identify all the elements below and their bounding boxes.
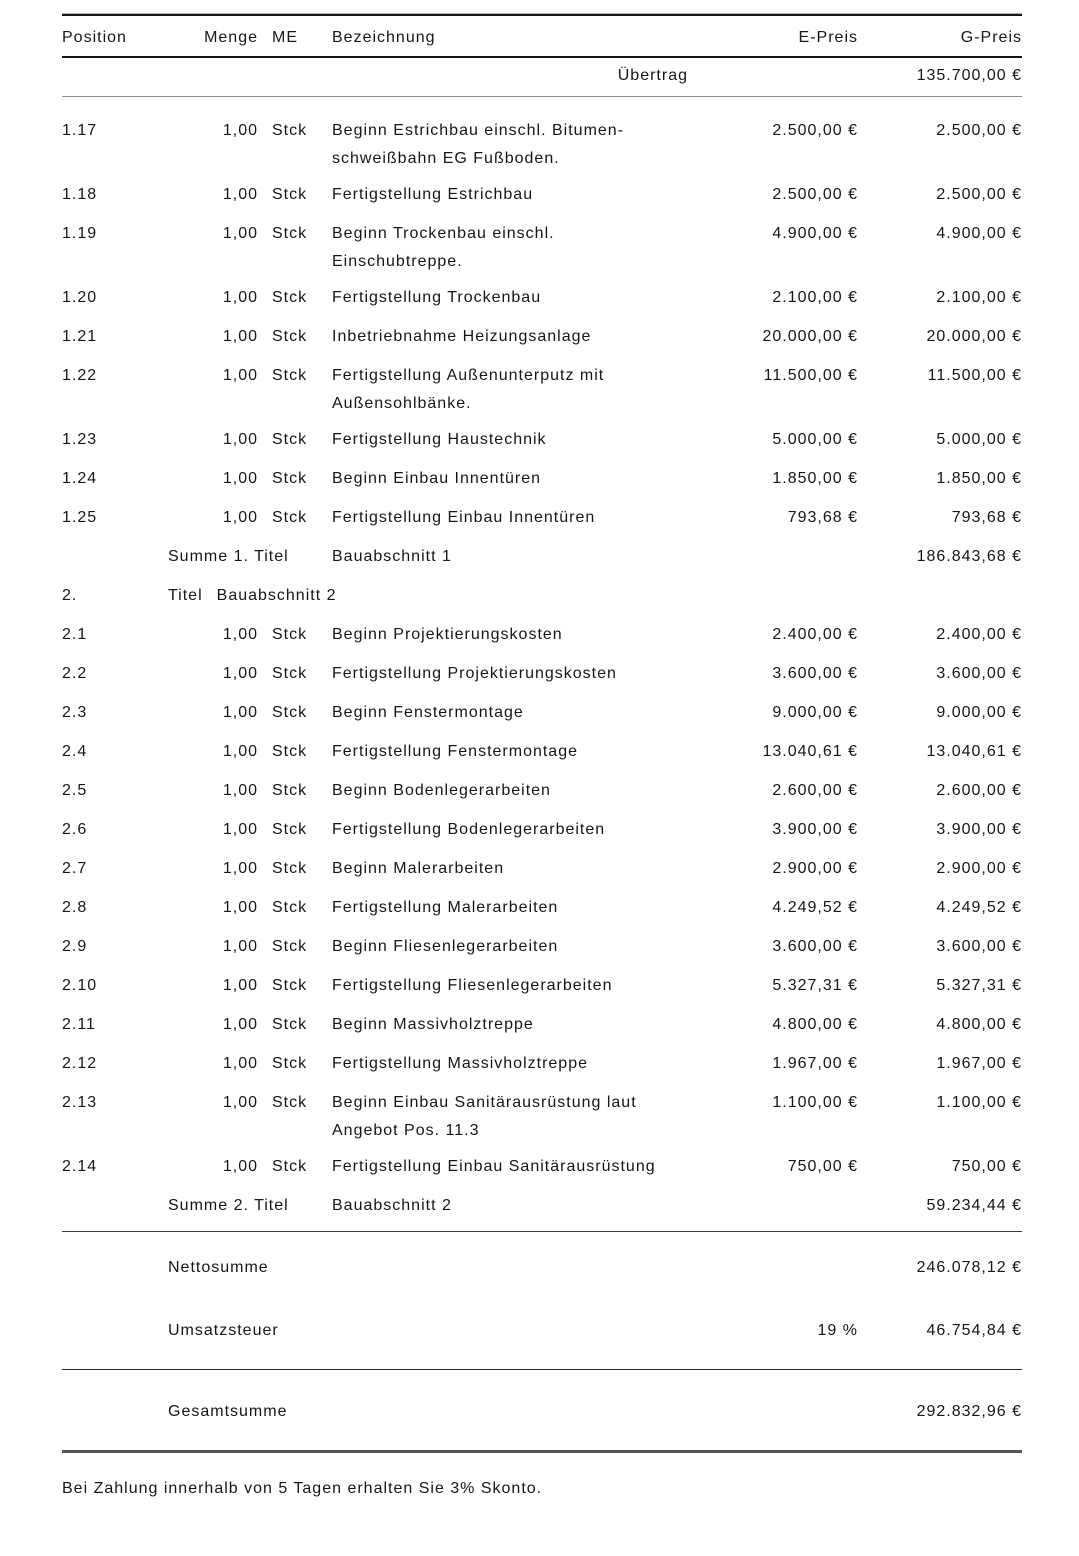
gesamtsumme-label: Gesamtsumme [168, 1403, 288, 1420]
document-page [62, 13, 1022, 1503]
cell-me: Stck [272, 977, 308, 994]
umsatzsteuer-label: Umsatzsteuer [168, 1322, 279, 1339]
cell-position: 2.6 [62, 821, 88, 838]
bezeichnung-line: Einschubtreppe. [332, 253, 463, 270]
cell-menge: 1,00 [222, 186, 258, 203]
cell-e-preis: 793,68 € [787, 509, 858, 526]
cell-bezeichnung [332, 504, 688, 532]
cell-position: 2.10 [62, 977, 98, 994]
cell-g-preis: 4.800,00 € [936, 1016, 1022, 1033]
cell-e-preis: 3.600,00 € [772, 665, 858, 682]
col-header-me: ME [272, 29, 298, 46]
cell-e-preis: 4.900,00 € [772, 225, 858, 242]
cell-menge: 1,00 [222, 899, 258, 916]
bezeichnung-line: Beginn Massivholztreppe [332, 1016, 534, 1033]
cell-me: Stck [272, 1094, 308, 1111]
sum-g-preis: 186.843,68 € [916, 548, 1022, 565]
cell-bezeichnung [332, 660, 688, 688]
cell-bezeichnung [332, 621, 688, 649]
cell-me: Stck [272, 328, 308, 345]
cell-menge: 1,00 [222, 665, 258, 682]
bezeichnung-line: Fertigstellung Fliesenlegerarbeiten [332, 977, 613, 994]
cell-position: 2.5 [62, 782, 88, 799]
uebertrag-row [62, 58, 1022, 97]
cell-g-preis: 11.500,00 € [927, 367, 1022, 384]
bezeichnung-line: Fertigstellung Außenunterputz mit [332, 367, 605, 384]
bezeichnung-line: Beginn Fenstermontage [332, 704, 524, 721]
cell-e-preis: 1.850,00 € [772, 470, 858, 487]
cell-me: Stck [272, 367, 308, 384]
cell-menge: 1,00 [222, 509, 258, 526]
cell-g-preis: 4.249,52 € [936, 899, 1022, 916]
cell-menge: 1,00 [222, 328, 258, 345]
cell-bezeichnung [332, 738, 688, 766]
cell-bezeichnung [332, 699, 688, 727]
title-word: Titel [168, 587, 203, 604]
table-row [62, 855, 1022, 883]
cell-menge: 1,00 [222, 225, 258, 242]
cell-menge: 1,00 [222, 626, 258, 643]
cell-menge: 1,00 [222, 704, 258, 721]
cell-me: Stck [272, 1055, 308, 1072]
table-row [62, 1089, 1022, 1145]
cell-bezeichnung [332, 426, 688, 454]
cell-g-preis: 750,00 € [951, 1158, 1022, 1175]
bezeichnung-line: Beginn Einbau Sanitärausrüstung laut [332, 1094, 637, 1111]
nettosumme-value: 246.078,12 € [916, 1259, 1022, 1276]
cell-me: Stck [272, 289, 308, 306]
table-row [62, 426, 1022, 454]
cell-me: Stck [272, 665, 308, 682]
cell-e-preis: 11.500,00 € [763, 367, 858, 384]
cell-g-preis: 9.000,00 € [936, 704, 1022, 721]
cell-e-preis: 2.400,00 € [772, 626, 858, 643]
table-row [62, 181, 1022, 209]
cell-me: Stck [272, 899, 308, 916]
cell-position: 2.13 [62, 1094, 98, 1111]
uebertrag-label: Übertrag [617, 67, 688, 84]
cell-position: 1.17 [62, 122, 98, 139]
nettosumme-row [62, 1254, 1022, 1282]
cell-position: 1.23 [62, 431, 98, 448]
table-row-title [62, 582, 1022, 610]
table-row-sum [62, 1192, 1022, 1220]
bezeichnung-line: Beginn Estrichbau einschl. Bitumen- [332, 122, 625, 139]
cell-position: 1.25 [62, 509, 98, 526]
cell-me: Stck [272, 186, 308, 203]
bezeichnung-line: Inbetriebnahme Heizungsanlage [332, 328, 592, 345]
col-header-menge: Menge [204, 29, 258, 46]
cell-bezeichnung [332, 855, 688, 883]
cell-position: 2.9 [62, 938, 88, 955]
cell-me: Stck [272, 626, 308, 643]
bezeichnung-line: Beginn Bodenlegerarbeiten [332, 782, 551, 799]
bezeichnung-line: Fertigstellung Bodenlegerarbeiten [332, 821, 606, 838]
table-row [62, 699, 1022, 727]
bezeichnung-line: Fertigstellung Estrichbau [332, 186, 534, 203]
table-row [62, 504, 1022, 532]
cell-menge: 1,00 [222, 431, 258, 448]
cell-e-preis: 1.100,00 € [772, 1094, 858, 1111]
cell-menge: 1,00 [222, 122, 258, 139]
table-row [62, 777, 1022, 805]
cell-menge: 1,00 [222, 1158, 258, 1175]
title-label [168, 582, 858, 610]
cell-g-preis: 4.900,00 € [936, 225, 1022, 242]
bezeichnung-line: Fertigstellung Trockenbau [332, 289, 542, 306]
cell-g-preis: 2.500,00 € [936, 186, 1022, 203]
cell-bezeichnung [332, 117, 688, 173]
cell-me: Stck [272, 122, 308, 139]
cell-position: 2.4 [62, 743, 88, 760]
bezeichnung-line: schweißbahn EG Fußboden. [332, 150, 560, 167]
cell-e-preis: 9.000,00 € [772, 704, 858, 721]
bezeichnung-line: Beginn Fliesenlegerarbeiten [332, 938, 559, 955]
cell-e-preis: 20.000,00 € [762, 328, 858, 345]
cell-bezeichnung [332, 220, 688, 276]
umsatzsteuer-row [62, 1317, 1022, 1345]
sum-name: Bauabschnitt 1 [332, 548, 452, 565]
cell-me: Stck [272, 782, 308, 799]
cell-position: 1.18 [62, 186, 98, 203]
gesamtsumme-row [62, 1398, 1022, 1426]
cell-me: Stck [272, 821, 308, 838]
nettosumme-label: Nettosumme [168, 1259, 269, 1276]
bezeichnung-line: Angebot Pos. 11.3 [332, 1122, 480, 1139]
cell-e-preis: 13.040,61 € [762, 743, 858, 760]
bezeichnung-line: Fertigstellung Malerarbeiten [332, 899, 559, 916]
table-row [62, 660, 1022, 688]
cell-bezeichnung [332, 181, 688, 209]
cell-bezeichnung [332, 284, 688, 312]
cell-g-preis: 793,68 € [951, 509, 1022, 526]
bezeichnung-line: Fertigstellung Einbau Innentüren [332, 509, 596, 526]
cell-e-preis: 2.900,00 € [772, 860, 858, 877]
rule-before-gesamtsumme [62, 1369, 1022, 1370]
table-row [62, 323, 1022, 351]
umsatzsteuer-value: 46.754,84 € [926, 1322, 1022, 1339]
cell-menge: 1,00 [222, 977, 258, 994]
cell-e-preis: 4.800,00 € [772, 1016, 858, 1033]
cell-position: 1.24 [62, 470, 98, 487]
table-row [62, 465, 1022, 493]
bezeichnung-line: Fertigstellung Massivholztreppe [332, 1055, 588, 1072]
table-header [62, 16, 1022, 58]
cell-me: Stck [272, 431, 308, 448]
sum-name: Bauabschnitt 2 [332, 1197, 452, 1214]
cell-menge: 1,00 [222, 1055, 258, 1072]
gesamtsumme-value: 292.832,96 € [916, 1403, 1022, 1420]
title-name: Bauabschnitt 2 [216, 587, 337, 604]
cell-position: 2.12 [62, 1055, 98, 1072]
cell-position: 2.3 [62, 704, 88, 721]
cell-position: 2.7 [62, 860, 88, 877]
cell-me: Stck [272, 938, 308, 955]
cell-e-preis: 3.600,00 € [772, 938, 858, 955]
cell-g-preis: 2.600,00 € [936, 782, 1022, 799]
cell-me: Stck [272, 470, 308, 487]
table-row [62, 1153, 1022, 1181]
cell-me: Stck [272, 509, 308, 526]
bezeichnung-line: Beginn Projektierungskosten [332, 626, 563, 643]
table-row [62, 220, 1022, 276]
cell-menge: 1,00 [222, 1094, 258, 1111]
cell-g-preis: 1.967,00 € [936, 1055, 1022, 1072]
cell-e-preis: 1.967,00 € [772, 1055, 858, 1072]
cell-e-preis: 5.000,00 € [772, 431, 858, 448]
cell-e-preis: 2.500,00 € [772, 186, 858, 203]
cell-e-preis: 5.327,31 € [772, 977, 858, 994]
table-row [62, 894, 1022, 922]
cell-bezeichnung [332, 933, 688, 961]
table-row [62, 117, 1022, 173]
cell-me: Stck [272, 1016, 308, 1033]
cell-e-preis: 2.500,00 € [772, 122, 858, 139]
table-row [62, 816, 1022, 844]
cell-menge: 1,00 [222, 860, 258, 877]
cell-bezeichnung [332, 1011, 688, 1039]
cell-menge: 1,00 [222, 821, 258, 838]
cell-g-preis: 3.600,00 € [936, 665, 1022, 682]
cell-position: 2. [62, 587, 78, 604]
cell-menge: 1,00 [222, 367, 258, 384]
col-header-g-preis: G-Preis [960, 29, 1022, 46]
cell-me: Stck [272, 860, 308, 877]
cell-g-preis: 5.000,00 € [936, 431, 1022, 448]
cell-bezeichnung [332, 777, 688, 805]
cell-me: Stck [272, 704, 308, 721]
cell-bezeichnung [332, 1153, 688, 1181]
sum-label: Summe 1. Titel [168, 548, 289, 565]
cell-me: Stck [272, 1158, 308, 1175]
cell-menge: 1,00 [222, 782, 258, 799]
cell-bezeichnung [332, 362, 688, 418]
col-header-bezeichnung: Bezeichnung [332, 29, 436, 46]
cell-bezeichnung [332, 1089, 688, 1145]
sum-label: Summe 2. Titel [168, 1197, 289, 1214]
cell-e-preis: 750,00 € [787, 1158, 858, 1175]
cell-g-preis: 3.900,00 € [936, 821, 1022, 838]
cell-menge: 1,00 [222, 1016, 258, 1033]
cell-position: 2.8 [62, 899, 88, 916]
table-row [62, 362, 1022, 418]
bezeichnung-line: Fertigstellung Einbau Sanitärausrüstung [332, 1158, 656, 1175]
col-header-position: Position [62, 29, 127, 46]
table-row [62, 621, 1022, 649]
cell-bezeichnung [332, 465, 688, 493]
table-row [62, 284, 1022, 312]
bezeichnung-line: Beginn Trockenbau einschl. [332, 225, 555, 242]
cell-bezeichnung [332, 1050, 688, 1078]
cell-me: Stck [272, 743, 308, 760]
cell-position: 2.11 [62, 1016, 96, 1033]
cell-g-preis: 1.100,00 € [936, 1094, 1022, 1111]
cell-bezeichnung [332, 816, 688, 844]
cell-menge: 1,00 [222, 289, 258, 306]
table-row [62, 933, 1022, 961]
table-row [62, 972, 1022, 1000]
col-header-e-preis: E-Preis [798, 29, 858, 46]
cell-g-preis: 1.850,00 € [936, 470, 1022, 487]
cell-position: 2.1 [62, 626, 88, 643]
uebertrag-value: 135.700,00 € [916, 67, 1022, 84]
bezeichnung-line: Fertigstellung Haustechnik [332, 431, 547, 448]
table-row-sum [62, 543, 1022, 571]
cell-menge: 1,00 [222, 470, 258, 487]
cell-g-preis: 2.500,00 € [936, 122, 1022, 139]
bezeichnung-line: Fertigstellung Projektierungskosten [332, 665, 617, 682]
sum-g-preis: 59.234,44 € [926, 1197, 1022, 1214]
cell-position: 2.14 [62, 1158, 98, 1175]
table-row [62, 1050, 1022, 1078]
cell-e-preis: 3.900,00 € [772, 821, 858, 838]
bezeichnung-line: Fertigstellung Fenstermontage [332, 743, 578, 760]
cell-menge: 1,00 [222, 743, 258, 760]
cell-position: 1.20 [62, 289, 98, 306]
cell-g-preis: 20.000,00 € [926, 328, 1022, 345]
cell-bezeichnung [332, 972, 688, 1000]
cell-g-preis: 5.327,31 € [936, 977, 1022, 994]
cell-e-preis: 4.249,52 € [772, 899, 858, 916]
cell-position: 1.22 [62, 367, 98, 384]
bezeichnung-line: Beginn Malerarbeiten [332, 860, 505, 877]
umsatzsteuer-rate: 19 % [817, 1322, 858, 1339]
cell-position: 1.21 [62, 328, 98, 345]
cell-g-preis: 2.100,00 € [936, 289, 1022, 306]
table-row [62, 738, 1022, 766]
bottom-double-rule [62, 1450, 1022, 1453]
cell-g-preis: 2.400,00 € [936, 626, 1022, 643]
cell-bezeichnung [332, 323, 688, 351]
cell-bezeichnung [332, 894, 688, 922]
bezeichnung-line: Außensohlbänke. [332, 395, 472, 412]
cell-menge: 1,00 [222, 938, 258, 955]
table-body [62, 117, 1022, 1220]
cell-e-preis: 2.600,00 € [772, 782, 858, 799]
cell-g-preis: 3.600,00 € [936, 938, 1022, 955]
cell-e-preis: 2.100,00 € [772, 289, 858, 306]
cell-position: 2.2 [62, 665, 88, 682]
cell-g-preis: 13.040,61 € [926, 743, 1022, 760]
bezeichnung-line: Beginn Einbau Innentüren [332, 470, 542, 487]
cell-position: 1.19 [62, 225, 98, 242]
table-row [62, 1011, 1022, 1039]
rule-before-nettosumme [62, 1231, 1022, 1232]
cell-me: Stck [272, 225, 308, 242]
cell-g-preis: 2.900,00 € [936, 860, 1022, 877]
footer-note: Bei Zahlung innerhalb von 5 Tagen erhalten Sie 3% Skonto. [62, 1480, 543, 1497]
